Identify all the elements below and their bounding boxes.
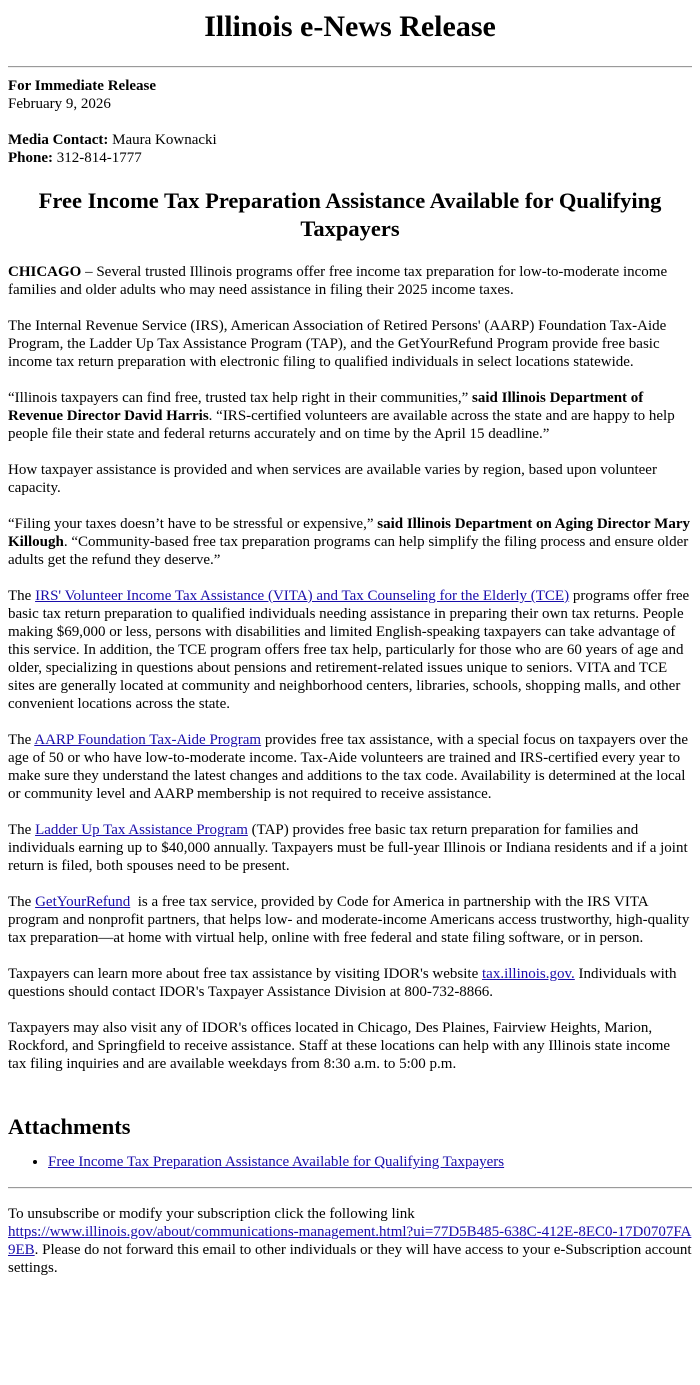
paragraph-aarp xyxy=(8,731,692,803)
ladder-post: (TAP) provides free basic tax return preparation for families and individuals earning up to $40,000 annually. Taxpayers must be full-year Illinois or Indiana residents and if a joint return is filed, both spouses need to be present. xyxy=(8,822,688,874)
ladder-pre: The xyxy=(8,822,36,838)
footer-divider xyxy=(8,1187,692,1189)
paragraph-ladder-up xyxy=(8,821,692,875)
gyr-post: is a free tax service, provided by Code for America in partnership with the IRS VITA program and nonprofit partners, that helps low- and moderate-income Americans access trustworthy, high-quality tax preparation—at home with virtual help, online with free federal and state filing software, or in person. xyxy=(8,894,694,946)
harris-quote-rest: . “IRS-certified volunteers are available across the state and are happy to help people file their state and federal returns accurately and on time by the April 15 deadline.” xyxy=(8,408,675,442)
paragraph-intro xyxy=(8,263,692,299)
paragraph-intro-text: – Several trusted Illinois programs offer free income tax preparation for low-to-moderate income families and older adults who may need assistance in filing their 2025 income taxes. xyxy=(8,264,668,298)
aarp-pre: The xyxy=(8,732,35,748)
aarp-post: provides free tax assistance, with a special focus on taxpayers over the age of 50 or who have low-to-moderate income. Tax-Aide volunteers are trained and IRS-certified every year to make sure they understand the latest changes and additions to the tax code. Availability is determined at the local or community level and AARP membership is not required to receive assistance. xyxy=(8,732,689,802)
vita-post: programs offer free basic tax return preparation to qualified individuals needing assistance in preparing their own tax returns. People making $69,000 or less, persons with disabilities and limited English-speaking taxpayers can take advantage of this service. In addition, the TCE program offers free tax help, particularly for those who are 60 years of age and older, specializing in questions about pensions and retirement-related issues unique to seniors. VITA and TCE sites are generally located at community and neighborhood centers, libraries, schools, shopping malls, and other convenient locations across the state. xyxy=(8,588,690,712)
getyourrefund-link[interactable]: GetYourRefund xyxy=(35,894,131,910)
unsubscribe-notice: . Please do not forward this email to other individuals or they will have access to your e-Subscription account settings. xyxy=(8,1242,692,1276)
killough-quote-rest: . “Community-based free tax preparation programs can help simplify the filing process and ensure older adults get the refund they deserve.” xyxy=(8,534,689,568)
attachments-list xyxy=(8,1153,692,1171)
top-divider xyxy=(8,66,692,68)
killough-attribution: said Illinois Department on Aging Director Mary Killough xyxy=(8,516,691,550)
release-headline: Free Income Tax Preparation Assistance Available for Qualifying Taxpayers xyxy=(38,188,662,241)
footer xyxy=(8,1205,692,1277)
paragraph-idor-website xyxy=(8,965,692,1001)
phone-line xyxy=(8,149,692,167)
release-body xyxy=(8,263,692,1073)
media-contact-label: Media Contact: xyxy=(8,132,109,148)
idor-pre: Taxpayers can learn more about free tax assistance by visiting IDOR's website xyxy=(8,966,483,982)
gyr-pre: The xyxy=(8,894,36,910)
vita-pre: The xyxy=(8,588,36,604)
paragraph-programs: The Internal Revenue Service (IRS), American Association of Retired Persons' (AARP) Foundation Tax-Aide Program, the Ladder Up Tax Assistance Program (TAP), and the GetYourRefund Program provide free basic income tax return preparation with electronic filing to qualified individuals in select locations statewide. xyxy=(8,318,667,370)
paragraph-getyourrefund xyxy=(8,893,692,947)
unsubscribe-intro: To unsubscribe or modify your subscription click the following link xyxy=(8,1206,415,1222)
aarp-tax-aide-link[interactable]: AARP Foundation Tax-Aide Program xyxy=(34,732,262,748)
release-meta xyxy=(8,77,692,167)
release-date: February 9, 2026 xyxy=(8,96,111,112)
paragraph-harris-quote xyxy=(8,389,692,443)
phone-value: 312-814-1777 xyxy=(53,150,142,166)
paragraph-killough-quote xyxy=(8,515,692,569)
killough-quote: “Filing your taxes doesn’t have to be stressful or expensive,” xyxy=(8,516,374,532)
idor-post: Individuals with questions should contact IDOR's Taxpayer Assistance Division at 800-732-8866. xyxy=(8,966,677,1000)
dateline: CHICAGO xyxy=(8,264,82,280)
paragraph-capacity: How taxpayer assistance is provided and when services are available varies by region, based upon volunteer capacity. xyxy=(8,462,657,496)
media-contact-name: Maura Kownacki xyxy=(108,132,217,148)
paragraph-vita-tce xyxy=(8,587,692,713)
attachments-heading: Attachments xyxy=(8,1114,131,1139)
tax-illinois-link[interactable]: tax.illinois.gov. xyxy=(482,966,575,982)
harris-attribution: said Illinois Department of Revenue Director David Harris xyxy=(8,390,644,424)
vita-tce-link[interactable]: IRS' Volunteer Income Tax Assistance (VITA) and Tax Counseling for the Elderly (TCE) xyxy=(35,588,570,604)
paragraph-idor-offices: Taxpayers may also visit any of IDOR's offices located in Chicago, Des Plaines, Fairview Heights, Marion, Rockford, and Springfield to receive assistance. Staff at these locations can help with any Illinois state income tax filing inquiries and are available weekdays from 8:30 a.m. to 5:00 p.m. xyxy=(8,1020,671,1072)
attachment-link[interactable]: Free Income Tax Preparation Assistance Available for Qualifying Taxpayers xyxy=(48,1154,505,1170)
attachment-item xyxy=(48,1153,692,1171)
ladder-up-link[interactable]: Ladder Up Tax Assistance Program xyxy=(35,822,248,838)
unsubscribe-line xyxy=(8,1223,692,1277)
immediate-release-line xyxy=(8,77,692,95)
subscription-management-link[interactable]: https://www.illinois.gov/about/communications-management.html?ui=77D5B485-638C-412E-8EC0-17D0707FA9EB xyxy=(8,1224,692,1258)
immediate-release-label: For Immediate Release xyxy=(8,78,157,94)
harris-quote: “Illinois taxpayers can find free, trusted tax help right in their communities,” xyxy=(8,390,469,406)
banner-title: Illinois e-News Release xyxy=(204,10,496,43)
media-contact-line xyxy=(8,131,692,149)
phone-label: Phone: xyxy=(8,150,53,166)
